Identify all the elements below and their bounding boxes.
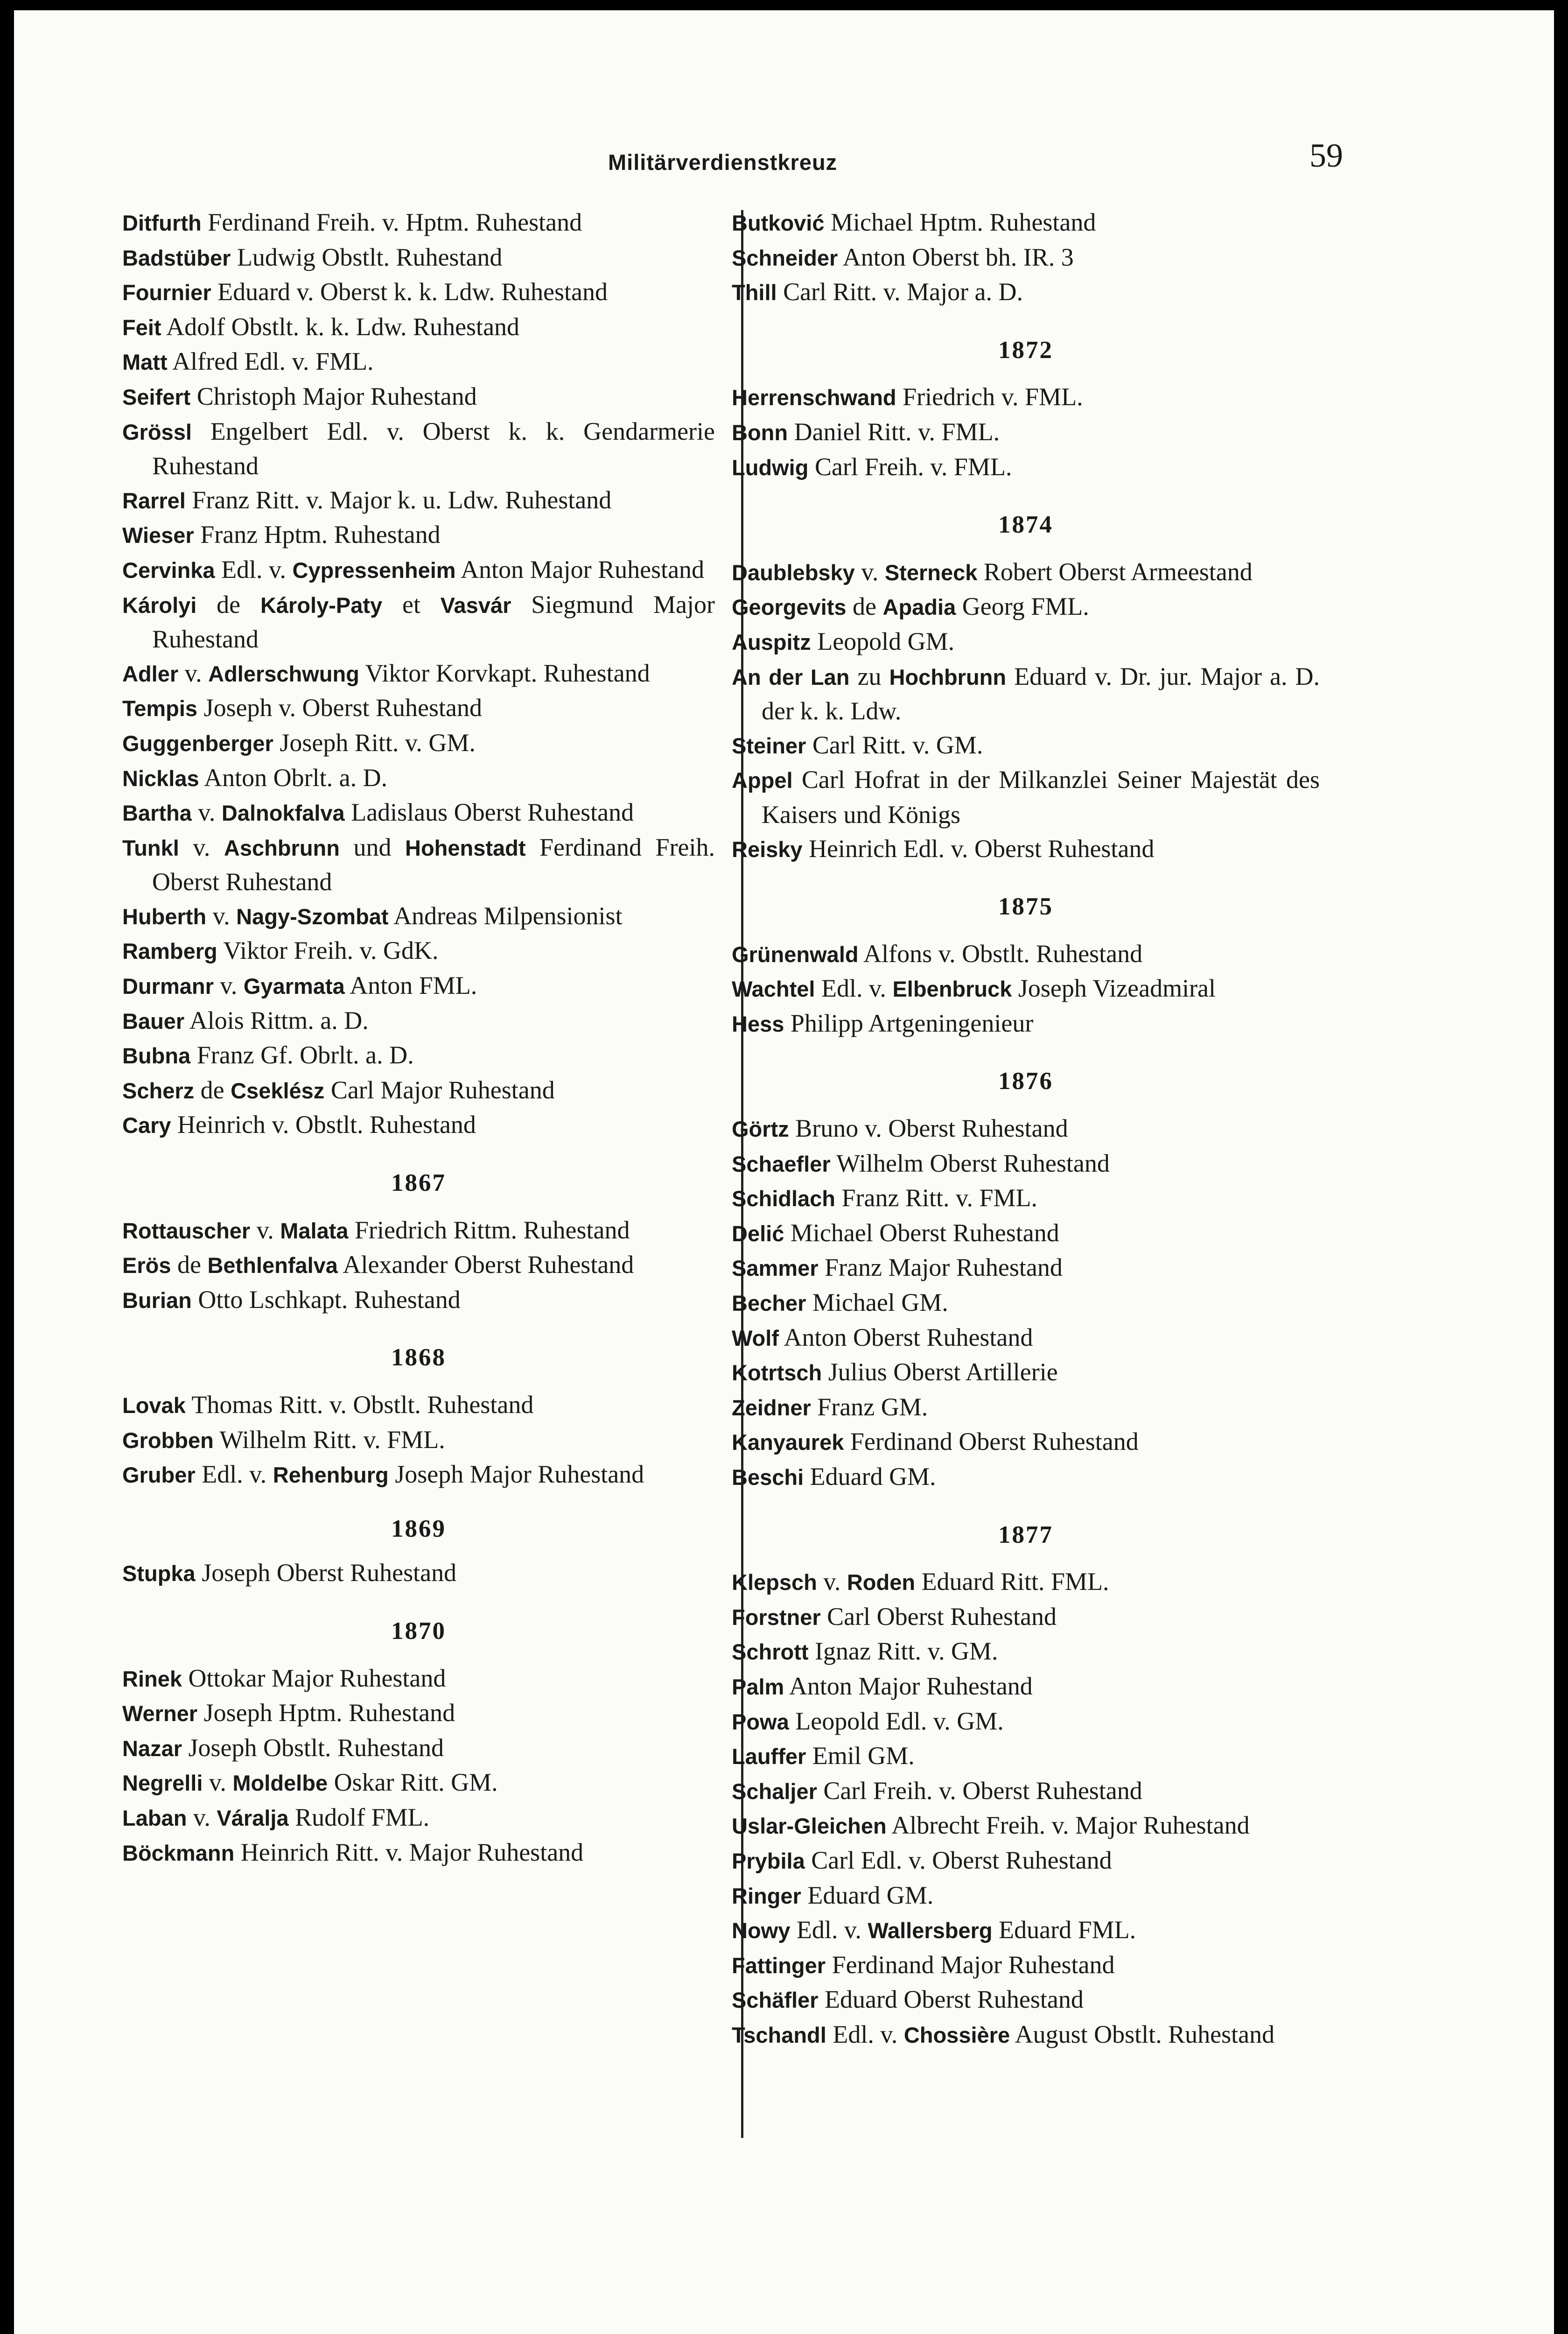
register-entry [122, 1423, 715, 1458]
entry-text: v. [213, 971, 244, 1000]
entry-text: Franz Ritt. v. Major k. u. Ldw. Ruhestand [185, 485, 612, 514]
entry-text: Carl Freih. v. Oberst Ruhestand [817, 1776, 1142, 1805]
entry-text: Edl. v. [790, 1916, 868, 1944]
entry-text: Eduard v. Oberst k. k. Ldw. Ruhestand [211, 278, 608, 306]
entry-text: Edl. v. [815, 974, 893, 1003]
entry-text: Daniel Ritt. v. FML. [788, 417, 1000, 446]
entry-text: Heinrich v. Obstlt. Ruhestand [171, 1111, 476, 1139]
entry-text: Julius Oberst Artillerie [822, 1358, 1058, 1386]
register-entry [732, 1006, 1320, 1041]
register-entry [732, 1913, 1320, 1948]
entry-text: v. [250, 1216, 280, 1244]
entry-text: Alfred Edl. v. FML. [167, 347, 374, 376]
register-entry [732, 2018, 1320, 2053]
year-heading: 1872 [998, 336, 1053, 364]
entry-name: Hohenstadt [405, 835, 526, 860]
register-entry [122, 1038, 715, 1073]
entry-name: Hess [732, 1011, 784, 1036]
register-entry [732, 275, 1320, 310]
register-entry [732, 1146, 1320, 1181]
register-entry [122, 275, 715, 310]
register-entry [122, 1073, 715, 1108]
entry-name: Daublebsky [732, 560, 855, 585]
register-entry [732, 1390, 1320, 1425]
entry-text: Viktor Korvkapt. Ruhestand [359, 659, 650, 687]
register-entry [122, 934, 715, 969]
register-entry [122, 1696, 715, 1731]
entry-text: Joseph Oberst Ruhestand [195, 1559, 457, 1587]
entry-text: Otto Lschkapt. Ruhestand [191, 1285, 461, 1314]
entry-name: Apadia [882, 595, 956, 620]
year-heading: 1867 [391, 1169, 446, 1197]
register-entry [732, 1878, 1320, 1913]
register-entry [122, 310, 715, 345]
entry-text: Carl Ritt. v. GM. [806, 731, 983, 759]
entry-text: Leopold GM. [811, 627, 955, 655]
register-entry [122, 1457, 715, 1492]
entry-name: Burian [122, 1287, 192, 1313]
entry-text: Eduard FML. [992, 1916, 1136, 1944]
register-entry [732, 555, 1320, 590]
entry-name: Rehenburg [273, 1462, 389, 1488]
entry-text: v. [203, 1768, 233, 1797]
register-entry [732, 1600, 1320, 1635]
entry-text: Ludwig Obstlt. Ruhestand [231, 243, 503, 271]
register-entry [122, 1731, 715, 1766]
entry-text: Andreas Milpensionist [388, 901, 623, 930]
entry-text: Heinrich Edl. v. Oberst Ruhestand [802, 834, 1155, 863]
entry-name: Wolf [732, 1325, 779, 1350]
entry-text: Anton Major Ruhestand [455, 555, 705, 584]
entry-name: Sammer [732, 1256, 819, 1281]
entry-name: Delić [732, 1221, 784, 1246]
entry-text: Edl. v. [195, 1460, 273, 1489]
entry-name: Gruber [122, 1462, 196, 1488]
entry-name: Hochbrunn [889, 664, 1007, 689]
entry-text: Wilhelm Oberst Ruhestand [830, 1149, 1110, 1177]
entry-name: Ringer [732, 1883, 801, 1908]
entry-name: Bonn [732, 420, 788, 445]
entry-name: Scherz [122, 1078, 195, 1103]
entry-name: Nazar [122, 1736, 182, 1761]
register-entry [732, 590, 1320, 625]
entry-text: Anton Oberst Ruhestand [778, 1323, 1033, 1351]
entry-text: Michael GM. [806, 1288, 948, 1317]
entry-name: Grünenwald [732, 942, 859, 967]
entry-name: Nicklas [122, 766, 199, 791]
entry-text: Adolf Obstlt. k. k. Ldw. Ruhestand [161, 312, 520, 341]
document-page [14, 10, 1554, 2334]
register-entry [122, 1248, 715, 1283]
register-entry [732, 1251, 1320, 1286]
entry-name: Adler [122, 661, 179, 686]
entry-text: Wilhelm Ritt. v. FML. [213, 1425, 445, 1454]
entry-name: Vasvár [440, 592, 511, 618]
entry-text: v. [191, 798, 222, 827]
entry-name: Powa [732, 1709, 789, 1734]
register-entry [732, 1669, 1320, 1704]
register-entry [122, 1556, 715, 1591]
entry-text: Ignaz Ritt. v. GM. [808, 1637, 998, 1666]
entry-text: Ferdinand Oberst Ruhestand [844, 1427, 1139, 1456]
entry-name: Adlerschwung [208, 661, 359, 686]
register-entry [122, 483, 715, 518]
entry-name: Klepsch [732, 1570, 817, 1595]
register-entry [732, 1460, 1320, 1495]
entry-name: Schaefler [732, 1151, 831, 1176]
entry-text: zu [849, 662, 889, 690]
entry-name: Auspitz [732, 629, 811, 654]
register-entry [732, 1321, 1320, 1356]
entry-text: de [194, 1076, 231, 1104]
entry-text: Alexander Oberst Ruhestand [337, 1251, 634, 1279]
entry-name: Palm [732, 1674, 784, 1699]
entry-text: Anton Major Ruhestand [784, 1672, 1033, 1700]
entry-text: Ottokar Major Ruhestand [182, 1664, 446, 1692]
register-entry [732, 380, 1320, 415]
entry-name: Elbenbruck [892, 977, 1012, 1002]
entry-name: Herrenschwand [732, 385, 896, 410]
register-entry [732, 205, 1320, 240]
entry-text: Franz GM. [811, 1392, 928, 1421]
right-column [732, 205, 1320, 2053]
entry-text: Ferdinand Major Ruhestand [826, 1950, 1115, 1979]
entry-name: Schäfler [732, 1988, 819, 2013]
entry-text: Joseph Obstlt. Ruhestand [182, 1733, 444, 1762]
register-entry [732, 728, 1320, 763]
entry-name: Lovak [122, 1393, 186, 1418]
entry-name: Thill [732, 280, 777, 305]
entry-text: Philipp Artgeningenieur [784, 1009, 1034, 1037]
entry-name: Ditfurth [122, 211, 202, 235]
entry-name: Bauer [122, 1008, 185, 1033]
register-entry [732, 240, 1320, 275]
entry-name: Károly-Paty [260, 592, 383, 618]
entry-text: et [382, 590, 441, 619]
entry-text: Joseph Vizeadmiral [1012, 974, 1216, 1003]
register-entry [732, 763, 1320, 831]
entry-name: Károlyi [122, 592, 197, 618]
entry-name: Seifert [122, 384, 191, 409]
entry-text: und [339, 833, 405, 861]
entry-text: Oskar Ritt. GM. [328, 1768, 498, 1797]
register-entry [732, 1216, 1320, 1251]
entry-text: Viktor Freih. v. GdK. [217, 936, 439, 965]
entry-name: Laban [122, 1805, 187, 1830]
left-column [122, 205, 715, 1870]
entry-name: Schaljer [732, 1779, 817, 1804]
year-heading: 1870 [391, 1617, 446, 1645]
entry-text: Robert Oberst Armeestand [977, 557, 1253, 586]
entry-name: Cypressenheim [292, 557, 456, 583]
entry-text: de [196, 590, 260, 619]
register-entry [732, 415, 1320, 450]
year-heading: 1875 [998, 893, 1053, 921]
entry-name: Váralja [217, 1805, 289, 1830]
register-entry [122, 1283, 715, 1318]
register-entry [122, 1661, 715, 1696]
entry-name: Grössl [122, 419, 192, 444]
page-number: 59 [1309, 137, 1343, 174]
entry-name: Tempis [122, 696, 198, 721]
entry-text: Eduard Ritt. FML. [915, 1568, 1109, 1596]
year-heading: 1877 [998, 1521, 1053, 1548]
entry-text: Heinrich Ritt. v. Major Ruhestand [234, 1838, 584, 1866]
entry-name: Tschandl [732, 2022, 826, 2047]
register-entry [732, 1355, 1320, 1390]
register-entry [122, 344, 715, 380]
entry-text: Eduard GM. [801, 1881, 934, 1909]
entry-name: Gyarmata [243, 974, 345, 999]
register-entry [732, 1286, 1320, 1321]
entry-name: Wieser [122, 523, 194, 548]
register-entry [122, 518, 715, 553]
register-entry [732, 1181, 1320, 1216]
entry-text: Anton FML. [344, 971, 477, 1000]
register-entry [732, 1948, 1320, 1983]
entry-name: Guggenberger [122, 731, 273, 756]
entry-name: Ramberg [122, 939, 217, 964]
entry-text: Alfons v. Obstlt. Ruhestand [858, 939, 1143, 968]
entry-text: Franz Ritt. v. FML. [835, 1184, 1038, 1212]
entry-text: Carl Ritt. v. Major a. D. [777, 278, 1023, 306]
register-entry [122, 205, 715, 240]
register-entry [732, 1774, 1320, 1809]
entry-text: Emil GM. [806, 1742, 915, 1770]
entry-text: v. [854, 557, 885, 586]
entry-name: Schidlach [732, 1186, 836, 1211]
register-entry [122, 795, 715, 830]
entry-text: Ladislaus Oberst Ruhestand [344, 798, 634, 827]
running-header: Militärverdienstkreuz [608, 150, 838, 175]
entry-name: Matt [122, 350, 168, 375]
entry-name: Kotrtsch [732, 1360, 822, 1385]
entry-text: Alois Rittm. a. D. [184, 1006, 369, 1034]
register-entry [732, 1704, 1320, 1739]
entry-text: Anton Oberst bh. IR. 3 [838, 243, 1074, 271]
entry-text: Rudolf FML. [288, 1803, 430, 1831]
entry-text: Michael Hptm. Ruhestand [824, 208, 1096, 236]
register-entry [122, 240, 715, 275]
register-entry [732, 832, 1320, 867]
entry-name: Appel [732, 768, 793, 793]
entry-name: Moldelbe [232, 1771, 328, 1796]
entry-name: Huberth [122, 904, 207, 929]
entry-name: Bethlenfalva [207, 1253, 338, 1278]
register-entry [122, 726, 715, 761]
entry-name: Stupka [122, 1561, 196, 1586]
register-entry [732, 1425, 1320, 1460]
entry-text: v. [817, 1568, 847, 1596]
register-entry [122, 588, 715, 656]
entry-name: Tunkl [122, 835, 179, 860]
entry-name: Zeidner [732, 1395, 811, 1420]
entry-name: Roden [847, 1570, 916, 1595]
entry-text: Bruno v. Oberst Ruhestand [789, 1114, 1068, 1143]
year-heading: 1874 [998, 511, 1053, 539]
register-entry [732, 450, 1320, 485]
register-entry [732, 971, 1320, 1006]
entry-name: Erös [122, 1253, 171, 1278]
entry-name: Uslar-Gleichen [732, 1814, 887, 1839]
entry-text: Carl Freih. v. FML. [808, 452, 1012, 481]
register-entry [122, 1213, 715, 1248]
register-entry [122, 1765, 715, 1800]
entry-text: Eduard GM. [804, 1462, 936, 1490]
register-entry [122, 691, 715, 726]
entry-name: Beschi [732, 1465, 804, 1490]
entry-text: Franz Major Ruhestand [818, 1253, 1063, 1282]
entry-name: Kanyaurek [732, 1430, 844, 1455]
register-entry [732, 937, 1320, 972]
entry-text: Eduard Oberst Ruhestand [818, 1985, 1084, 2014]
entry-name: Nagy-Szombat [236, 904, 389, 929]
entry-name: Cary [122, 1113, 171, 1138]
register-entry [732, 1808, 1320, 1843]
register-entry [122, 1835, 715, 1870]
entry-text: Albrecht Freih. v. Major Ruhestand [886, 1811, 1250, 1840]
entry-name: Negrelli [122, 1771, 203, 1796]
entry-name: An der Lan [732, 664, 850, 689]
entry-name: Cervinka [122, 557, 215, 583]
register-entry [732, 1982, 1320, 2018]
entry-text: Anton Obrlt. a. D. [199, 763, 388, 792]
entry-text: de [846, 592, 883, 621]
entry-name: Bubna [122, 1043, 191, 1069]
register-entry [122, 969, 715, 1004]
entry-name: Prybila [732, 1848, 805, 1873]
entry-name: Fournier [122, 280, 211, 305]
entry-name: Feit [122, 315, 161, 340]
entry-name: Rarrel [122, 488, 186, 513]
entry-name: Wachtel [732, 977, 815, 1002]
year-heading: 1876 [998, 1068, 1053, 1095]
entry-name: Lauffer [732, 1744, 806, 1769]
entry-name: Grobben [122, 1427, 214, 1453]
entry-text: Eduard v. Dr. jur. Major a. D. der k. k. Ldw. [762, 662, 1320, 725]
entry-name: Durmanr [122, 974, 214, 999]
entry-name: Böckmann [122, 1840, 235, 1865]
entry-name: Dalnokfalva [221, 801, 345, 826]
entry-text: v. [179, 833, 224, 861]
entry-name: Malata [280, 1218, 349, 1243]
entry-name: Rottauscher [122, 1218, 251, 1243]
entry-text: Thomas Ritt. v. Obstlt. Ruhestand [185, 1391, 534, 1419]
entry-text: Leopold Edl. v. GM. [789, 1707, 1004, 1735]
entry-text: v. [206, 901, 237, 930]
entry-name: Nowy [732, 1918, 791, 1943]
year-heading: 1869 [391, 1515, 446, 1542]
register-entry [122, 1800, 715, 1835]
entry-name: Chossière [903, 2022, 1010, 2047]
register-entry [122, 899, 715, 934]
entry-name: Görtz [732, 1117, 789, 1142]
entry-name: Cseklész [231, 1078, 325, 1103]
entry-text: Carl Edl. v. Oberst Ruhestand [805, 1846, 1112, 1874]
entry-text: Friedrich Rittm. Ruhestand [348, 1216, 630, 1244]
entry-text: Joseph v. Oberst Ruhestand [197, 694, 482, 722]
entry-text: Joseph Ritt. v. GM. [273, 728, 476, 757]
entry-name: Becher [732, 1291, 806, 1316]
entry-text: Ferdinand Freih. v. Hptm. Ruhestand [201, 208, 582, 236]
register-entry [732, 1739, 1320, 1774]
entry-text: Joseph Major Ruhestand [388, 1460, 644, 1489]
register-entry [732, 1634, 1320, 1669]
register-entry [122, 1388, 715, 1423]
entry-text: Carl Hofrat in der Milkanzlei Seiner Majestät des Kaisers und Königs [762, 766, 1320, 829]
entry-text: Michael Oberst Ruhestand [784, 1218, 1059, 1247]
entry-text: Carl Oberst Ruhestand [820, 1602, 1057, 1631]
entry-text: Edl. v. [215, 555, 293, 584]
entry-text: Franz Hptm. Ruhestand [194, 520, 441, 549]
entry-text: Siegmund Major Ruhestand [152, 590, 715, 654]
entry-name: Steiner [732, 733, 806, 758]
entry-name: Schneider [732, 245, 838, 270]
entry-text: Engelbert Edl. v. Oberst k. k. Gendarmerie Ruhestand [152, 417, 715, 480]
entry-name: Reisky [732, 837, 803, 862]
register-entry [732, 1565, 1320, 1600]
entry-name: Aschbrunn [224, 835, 340, 860]
entry-name: Fattinger [732, 1953, 826, 1978]
entry-text: Christoph Major Ruhestand [190, 382, 477, 410]
entry-text: Ferdinand Freih. Oberst Ruhestand [152, 833, 715, 896]
entry-name: Rinek [122, 1666, 182, 1691]
entry-text: v. [187, 1803, 217, 1831]
register-entry [122, 656, 715, 691]
register-entry [732, 660, 1320, 728]
register-entry [122, 1004, 715, 1039]
entry-name: Werner [122, 1701, 198, 1726]
register-entry [122, 830, 715, 899]
entry-name: Badstüber [122, 245, 231, 270]
register-entry [122, 761, 715, 796]
register-entry [122, 380, 715, 415]
entry-text: Carl Major Ruhestand [324, 1076, 555, 1104]
entry-name: Ludwig [732, 455, 809, 480]
entry-name: Wallersberg [868, 1918, 993, 1943]
register-entry [122, 1108, 715, 1143]
entry-text: August Obstlt. Ruhestand [1010, 2020, 1275, 2048]
year-heading: 1868 [391, 1344, 446, 1371]
entry-text: v. [178, 659, 209, 687]
entry-name: Bartha [122, 801, 192, 826]
entry-name: Georgevits [732, 595, 847, 620]
entry-text: Joseph Hptm. Ruhestand [197, 1699, 455, 1727]
register-entry [732, 1843, 1320, 1878]
entry-text: Friedrich v. FML. [896, 383, 1083, 411]
entry-name: Schrott [732, 1639, 809, 1665]
register-entry [732, 1111, 1320, 1146]
register-entry [122, 415, 715, 483]
entry-text: Edl. v. [826, 2020, 904, 2048]
entry-text: de [171, 1251, 208, 1279]
entry-name: Sterneck [884, 560, 978, 585]
entry-name: Forstner [732, 1604, 821, 1630]
entry-text: Franz Gf. Obrlt. a. D. [190, 1041, 414, 1069]
register-entry [732, 625, 1320, 660]
entry-text: Georg FML. [956, 592, 1089, 621]
register-entry [122, 553, 715, 588]
entry-name: Butković [732, 211, 825, 235]
